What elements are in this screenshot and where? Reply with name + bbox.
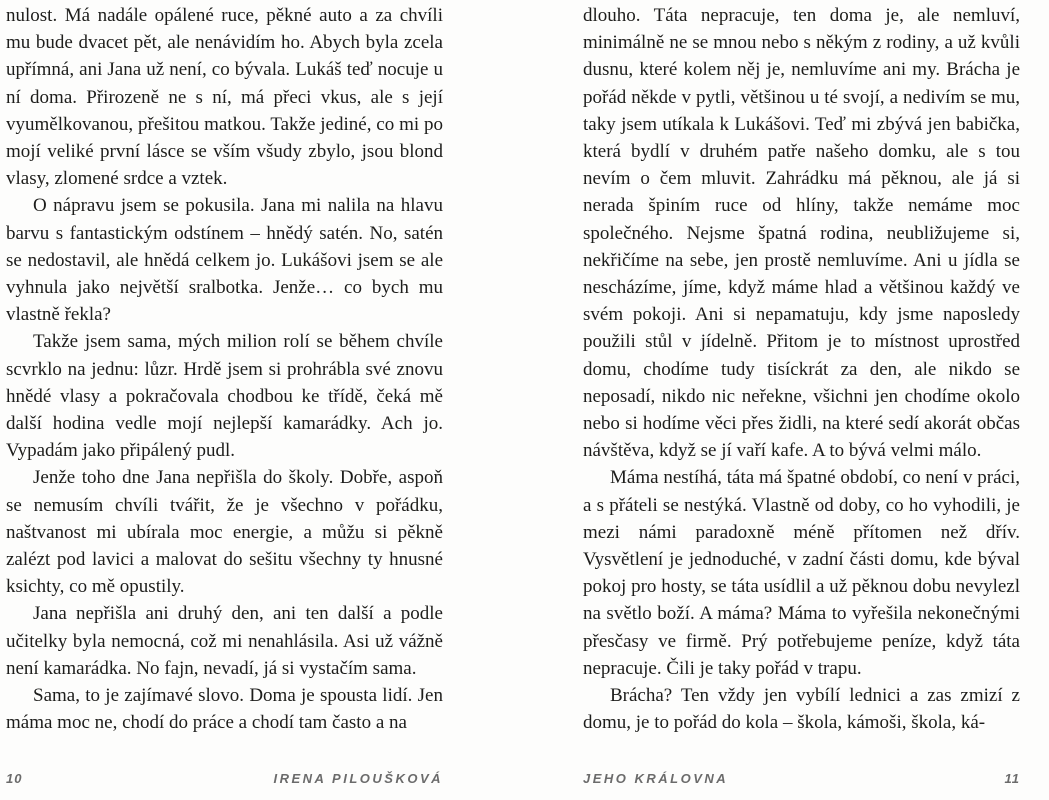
running-footer-title: JEHO KRÁLOVNA — [583, 771, 729, 786]
page-right-footer — [583, 771, 1020, 786]
paragraph: Jenže toho dne Jana nepřišla do školy. Dobře, aspoň se nemusím chvíli tvářit, že je všechno v pořádku, naštvanost mi ubírala moc energie, a můžu si pěkně zalézt pod lavici a malovat do sešitu všechny ty hnusné ksichty, co mě opustily. — [6, 467, 443, 598]
paragraph: O nápravu jsem se pokusila. Jana mi nalila na hlavu barvu s fantastickým odstínem – hnědý satén. No, satén se nedostavil, ale hnědá celkem jo. Lukášovi jsem se ale vyhnula jako největší sralbotka. Jenže… co bych mu vlastně řekla? — [6, 195, 443, 326]
paragraph: nulost. Má nadále opálené ruce, pěkné auto a za chvíli mu bude dvacet pět, ale nenávidím ho. Abych byla zcela upřímná, ani Jana už není, co bývala. Lukáš teď nocuje u ní doma. Přirozeně ne s ní, má přeci vkus, ale s její vyumělkovanou, přešitou matkou. Takže jediné, co mi po mojí veliké první lásce se vším všudy zbylo, jsou blond vlasy, zlomené srdce a vztek. — [6, 5, 443, 190]
paragraph: Takže jsem sama, mých milion rolí se během chvíle scvrklo na jednu: lůzr. Hrdě jsem si prohrábla své znovu hnědé vlasy a pokračovala chodbou ke třídě, čeká mě další hodina vedle mojí nejlepší kamarádky. Ach jo. Vypadám jako připálený pudl. — [6, 331, 443, 462]
paragraph: Brácha? Ten vždy jen vybílí lednici a zas zmizí z domu, je to pořád do kola – škola, kámoši, škola, ká- — [583, 685, 1020, 734]
paragraph: Jana nepřišla ani druhý den, ani ten další a podle učitelky byla nemocná, což mi nenahlásila. Asi už vážně není kamarádka. No fajn, nevadí, já si vystačím sama. — [6, 603, 443, 679]
page-left-text-block — [6, 2, 443, 736]
paragraph: dlouho. Táta nepracuje, ten doma je, ale nemluví, minimálně ne se mnou nebo s někým z rodiny, a už kvůli dusnu, které kolem něj je, nemluvíme ani my. Brácha je pořád někde v pytli, většinou u té svojí, a nedivím se mu, taky jsem utíkala k Lukášovi. Teď mi zbývá jen babička, která bydlí v druhém patře našeho domku, ale s tou nevím o čem mluvit. Zahrádku má pěknou, ale já si nerada špiním ruce od hlíny, takže nemáme moc společného. Nejsme špatná rodina, neubližujeme si, nekřičíme na sebe, jen prostě nemluvíme. Ani u jídla se nescházíme, jíme, když máme hlad a většinou každý ve svém pokoji. Ani si nepamatuju, kdy jsme naposledy použili stůl v jídelně. Přitom je to místnost uprostřed domu, chodíme tudy tisíckrát za den, ale nikdo se neposadí, nikdo nic neřekne, všichni jen chodíme okolo nebo si hodíme věci přes židli, na které sedí akorát občas návštěva, když se jí vaří kafe. A to bývá velmi málo. — [583, 5, 1020, 462]
page-number-left: 10 — [6, 771, 23, 786]
page-left-footer — [6, 771, 443, 786]
page-number-right: 11 — [1004, 771, 1020, 786]
running-footer-author: IRENA PILOUŠKOVÁ — [273, 771, 443, 786]
page-right-text-block — [583, 2, 1020, 736]
paragraph: Sama, to je zajímavé slovo. Doma je spousta lidí. Jen máma moc ne, chodí do práce a chodí tam často a na — [6, 685, 443, 734]
paragraph: Máma nestíhá, táta má špatné období, co není v práci, a s přáteli se nestýká. Vlastně od doby, co ho vyhodili, je mezi námi paradoxně méně přítomen než dřív. Vysvětlení je jednoduché, v zadní části domu, kde býval pokoj pro hosty, se táta usídlil a už pěknou dobu nevylezl na světlo boží. A máma? Máma to vyřešila nekonečnými přesčasy ve firmě. Prý potřebujeme peníze, když táta nepracuje. Čili je taky pořád v trapu. — [583, 467, 1020, 679]
